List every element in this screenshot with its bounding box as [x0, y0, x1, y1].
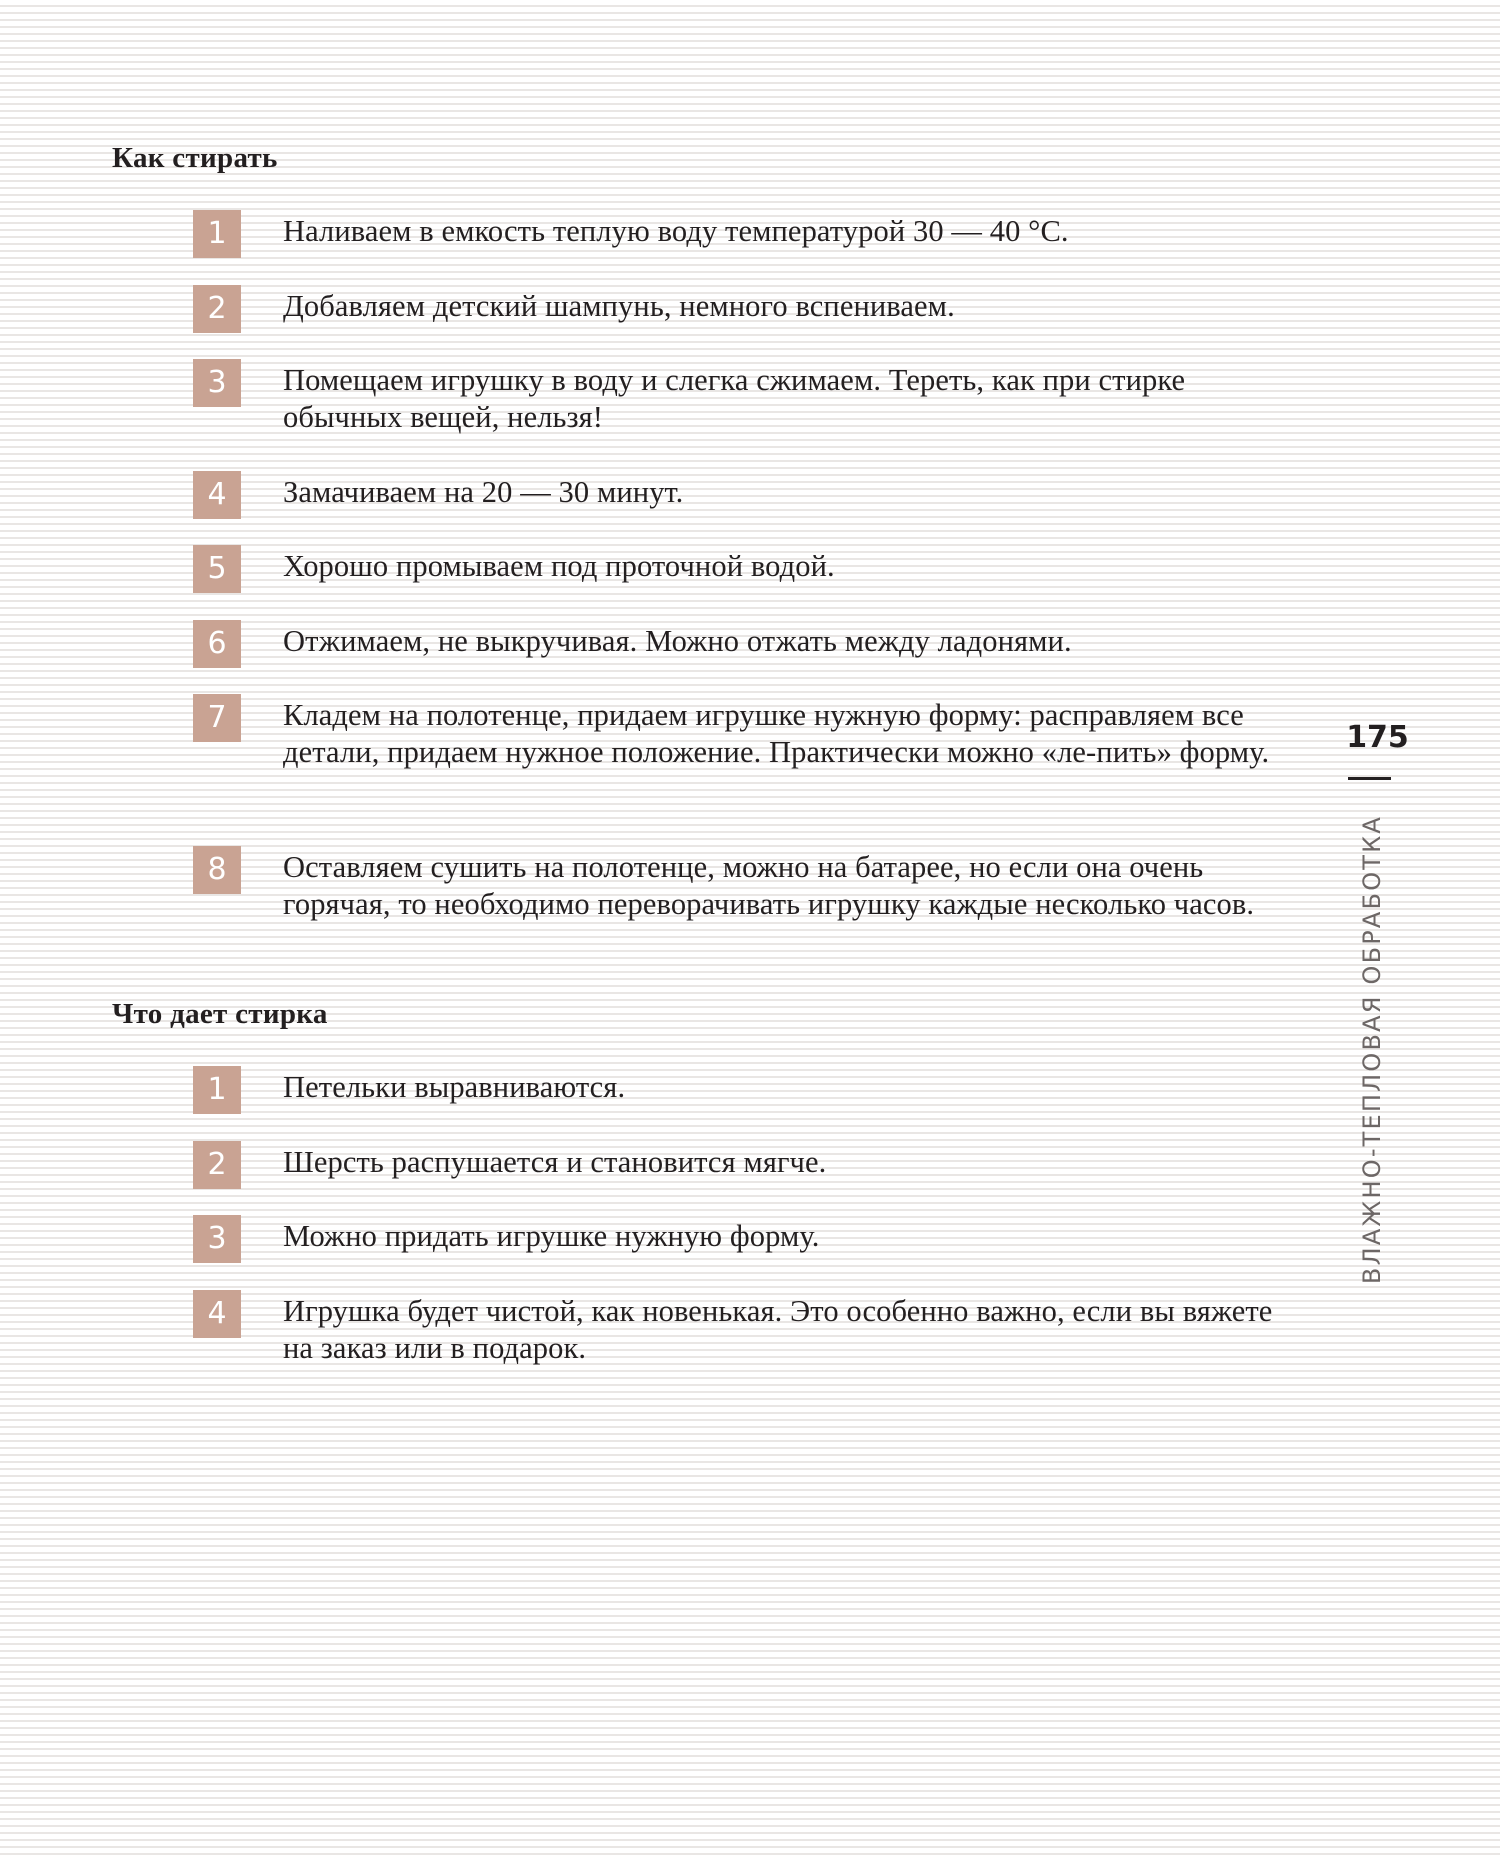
list-item [193, 846, 1313, 921]
step-number-badge: 1 [193, 210, 241, 258]
step-number-badge: 2 [193, 285, 241, 333]
section-heading-how-to-wash: Как стирать [112, 142, 278, 174]
step-number-badge: 5 [193, 545, 241, 593]
step-number-badge: 1 [193, 1066, 241, 1114]
step-text: Отжимаем, не выкручивая. Можно отжать между ладонями. [283, 624, 1072, 658]
step-number-badge: 3 [193, 1215, 241, 1263]
list-item [193, 285, 1313, 345]
step-number-badge: 3 [193, 359, 241, 407]
step-number-badge: 4 [193, 471, 241, 519]
step-text: Помещаем игрушку в воду и слегка сжимаем. Тереть, как при стирке обычных вещей, нельзя! [283, 363, 1186, 434]
step-number-badge: 2 [193, 1141, 241, 1189]
step-number-badge: 4 [193, 1290, 241, 1338]
list-item [193, 1066, 1313, 1126]
section-heading-what-washing-gives: Что дает стирка [112, 998, 328, 1030]
step-text: Добавляем детский шампунь, немного вспениваем. [283, 289, 955, 323]
step-text: Наливаем в емкость теплую воду температурой 30 — 40 °С. [283, 214, 1069, 248]
page-number: 175 [1346, 720, 1409, 755]
step-text: Можно придать игрушке нужную форму. [283, 1219, 820, 1253]
step-text: Петельки выравниваются. [283, 1070, 626, 1104]
list-item [193, 1215, 1313, 1275]
step-text: Кладем на полотенце, придаем игрушке нужную форму: расправляем все детали, придаем нужное положение. Практически можно «ле-пить» форму. [283, 698, 1270, 769]
running-head-text: ВЛАЖНО-ТЕПЛОВАЯ ОБРАБОТКА [1358, 814, 1386, 1284]
list-item [193, 620, 1313, 680]
list-item [193, 1290, 1313, 1365]
list-item [193, 1141, 1313, 1201]
step-text: Замачиваем на 20 — 30 минут. [283, 475, 684, 509]
step-text: Оставляем сушить на полотенце, можно на батарее, но если она очень горячая, то необходимо переворачивать игрушку каждые несколько часов. [283, 850, 1255, 921]
step-number-badge: 8 [193, 846, 241, 894]
list-item [193, 545, 1313, 605]
page-number-rule [1348, 777, 1391, 780]
list-item [193, 210, 1313, 270]
list-item [193, 359, 1313, 434]
list-item [193, 694, 1313, 769]
list-item [193, 471, 1313, 531]
step-number-badge: 7 [193, 694, 241, 742]
step-text: Игрушка будет чистой, как новенькая. Это особенно важно, если вы вяжете на заказ или в подарок. [283, 1294, 1273, 1365]
step-text: Шерсть распушается и становится мягче. [283, 1145, 827, 1179]
step-number-badge: 6 [193, 620, 241, 668]
step-text: Хорошо промываем под проточной водой. [283, 549, 835, 583]
